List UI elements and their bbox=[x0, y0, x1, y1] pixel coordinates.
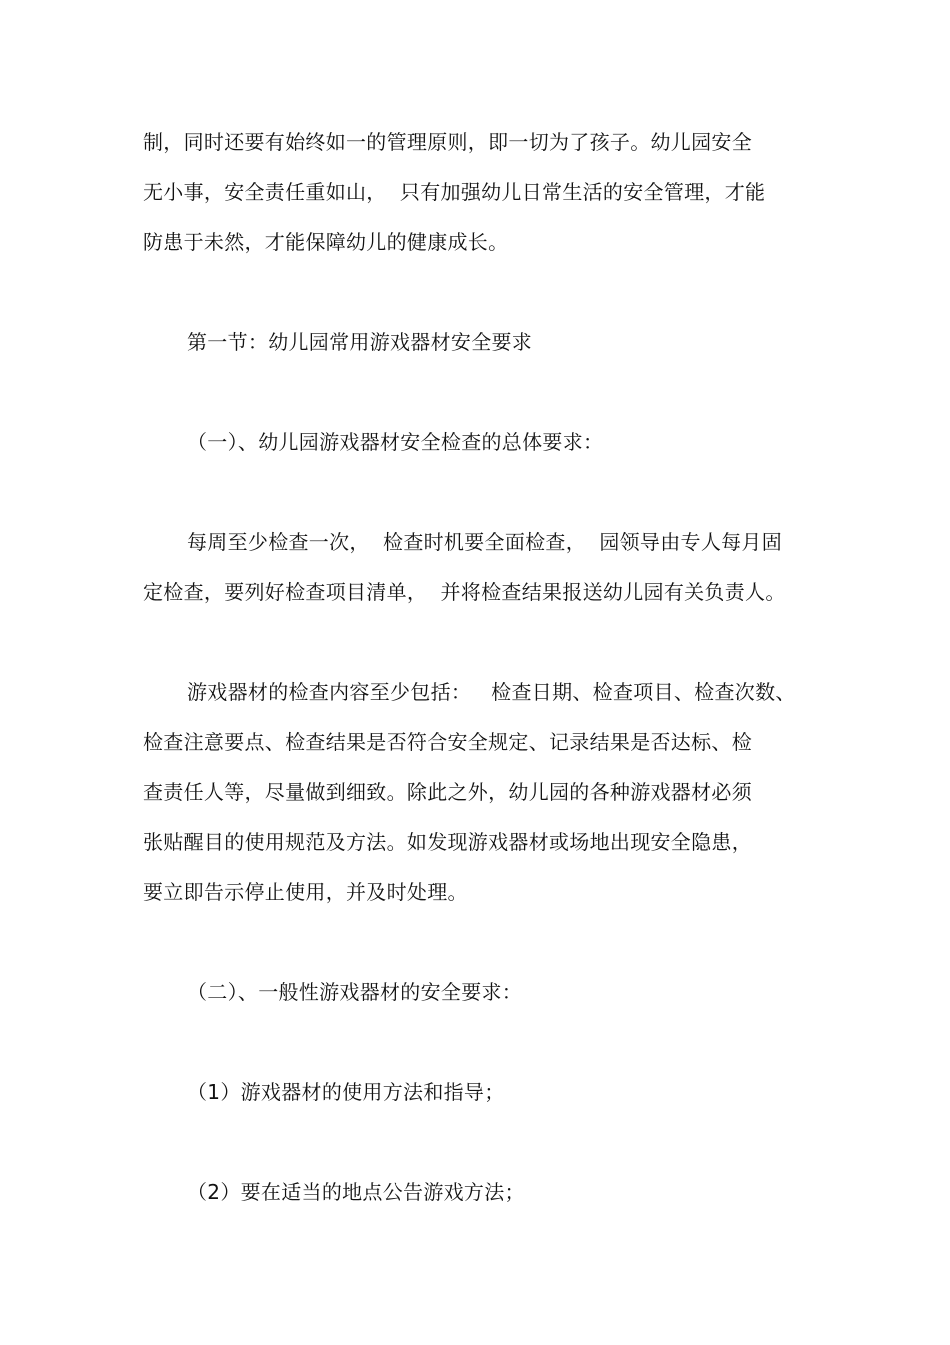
check-line-1: 每周至少检查一次， 检查时机要全面检查， 园领导由专人每月固 bbox=[187, 530, 783, 554]
content-line-2: 检查注意要点、检查结果是否符合安全规定、记录结果是否达标、检 bbox=[143, 730, 752, 754]
list-item-2: （2）要在适当的地点公告游戏方法； bbox=[187, 1180, 525, 1204]
subsection-heading-2: （二）、一般性游戏器材的安全要求： bbox=[187, 980, 523, 1004]
intro-line-1: 制，同时还要有始终如一的管理原则，即一切为了孩子。幼儿园安全 bbox=[143, 130, 752, 154]
intro-line-2: 无小事，安全责任重如山， 只有加强幼儿日常生活的安全管理，才能 bbox=[143, 180, 766, 204]
list-item-1: （1）游戏器材的使用方法和指导； bbox=[187, 1080, 505, 1104]
section-title: 第一节：幼儿园常用游戏器材安全要求 bbox=[187, 330, 533, 354]
content-line-3: 查责任人等，尽量做到细致。除此之外，幼儿园的各种游戏器材必须 bbox=[143, 780, 752, 804]
content-line-5: 要立即告示停止使用，并及时处理。 bbox=[143, 880, 468, 904]
content-line-1: 游戏器材的检查内容至少包括： 检查日期、检查项目、检查次数、 bbox=[187, 680, 796, 704]
subsection-heading-1: （一）、幼儿园游戏器材安全检查的总体要求： bbox=[187, 430, 604, 454]
content-line-4: 张贴醒目的使用规范及方法。如发现游戏器材或场地出现安全隐患， bbox=[143, 830, 752, 854]
check-line-2: 定检查，要列好检查项目清单， 并将检查结果报送幼儿园有关负责人。 bbox=[143, 580, 786, 604]
intro-line-3: 防患于未然，才能保障幼儿的健康成长。 bbox=[143, 230, 509, 254]
